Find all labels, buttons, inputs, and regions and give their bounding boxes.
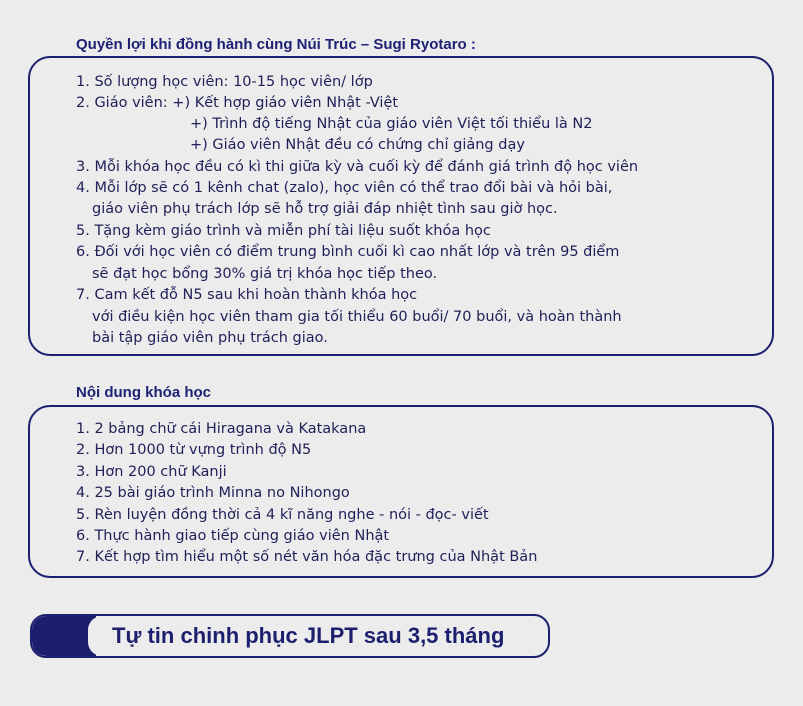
benefits-line-9: 6. Đối với học viên có điểm trung bình cuối kì cao nhất lớp và trên 95 điểm — [76, 244, 620, 260]
benefits-line-4: +) Giáo viên Nhật đều có chứng chỉ giảng dạy — [190, 137, 525, 153]
benefits-line-10: sẽ đạt học bổng 30% giá trị khóa học tiếp theo. — [92, 266, 438, 282]
benefits-box — [28, 56, 774, 356]
benefits-line-2: 2. Giáo viên: +) Kết hợp giáo viên Nhật -Việt — [76, 95, 399, 111]
content-line-4: 4. 25 bài giáo trình Minna no Nihongo — [76, 485, 350, 501]
content-heading: Nội dung khóa học — [76, 384, 211, 401]
benefits-line-3: +) Trình độ tiếng Nhật của giáo viên Việt tối thiểu là N2 — [190, 116, 593, 132]
banner-text: Tự tin chinh phục JLPT sau 3,5 tháng — [112, 623, 505, 648]
benefits-line-13: bài tập giáo viên phụ trách giao. — [92, 330, 328, 346]
content-box — [28, 405, 774, 578]
content-line-5: 5. Rèn luyện đồng thời cả 4 kĩ năng nghe - nói - đọc- viết — [76, 507, 489, 523]
benefits-line-12: với điều kiện học viên tham gia tối thiểu 60 buổi/ 70 buổi, và hoàn thành — [92, 309, 622, 325]
content-line-1: 1. 2 bảng chữ cái Hiragana và Katakana — [76, 421, 367, 437]
benefits-line-1: 1. Số lượng học viên: 10-15 học viên/ lớp — [76, 74, 373, 90]
cta-banner — [30, 614, 550, 658]
content-line-6: 6. Thực hành giao tiếp cùng giáo viên Nhật — [76, 528, 390, 544]
content-line-7: 7. Kết hợp tìm hiểu một số nét văn hóa đặc trưng của Nhật Bản — [76, 549, 538, 565]
benefits-line-6: 4. Mỗi lớp sẽ có 1 kênh chat (zalo), học viên có thể trao đổi bài và hỏi bài, — [76, 180, 613, 196]
benefits-line-5: 3. Mỗi khóa học đều có kì thi giữa kỳ và cuối kỳ để đánh giá trình độ học viên — [76, 159, 639, 175]
benefits-heading: Quyền lợi khi đồng hành cùng Núi Trúc – Sugi Ryotaro : — [76, 36, 476, 53]
benefits-line-11: 7. Cam kết đỗ N5 sau khi hoàn thành khóa học — [76, 287, 418, 303]
benefits-line-7: giáo viên phụ trách lớp sẽ hỗ trợ giải đáp nhiệt tình sau giờ học. — [92, 201, 558, 217]
banner-tab-decoration — [32, 616, 96, 656]
benefits-line-8: 5. Tặng kèm giáo trình và miễn phí tài liệu suốt khóa học — [76, 223, 491, 239]
content-line-2: 2. Hơn 1000 từ vựng trình độ N5 — [76, 442, 312, 458]
content-line-3: 3. Hơn 200 chữ Kanji — [76, 464, 227, 480]
